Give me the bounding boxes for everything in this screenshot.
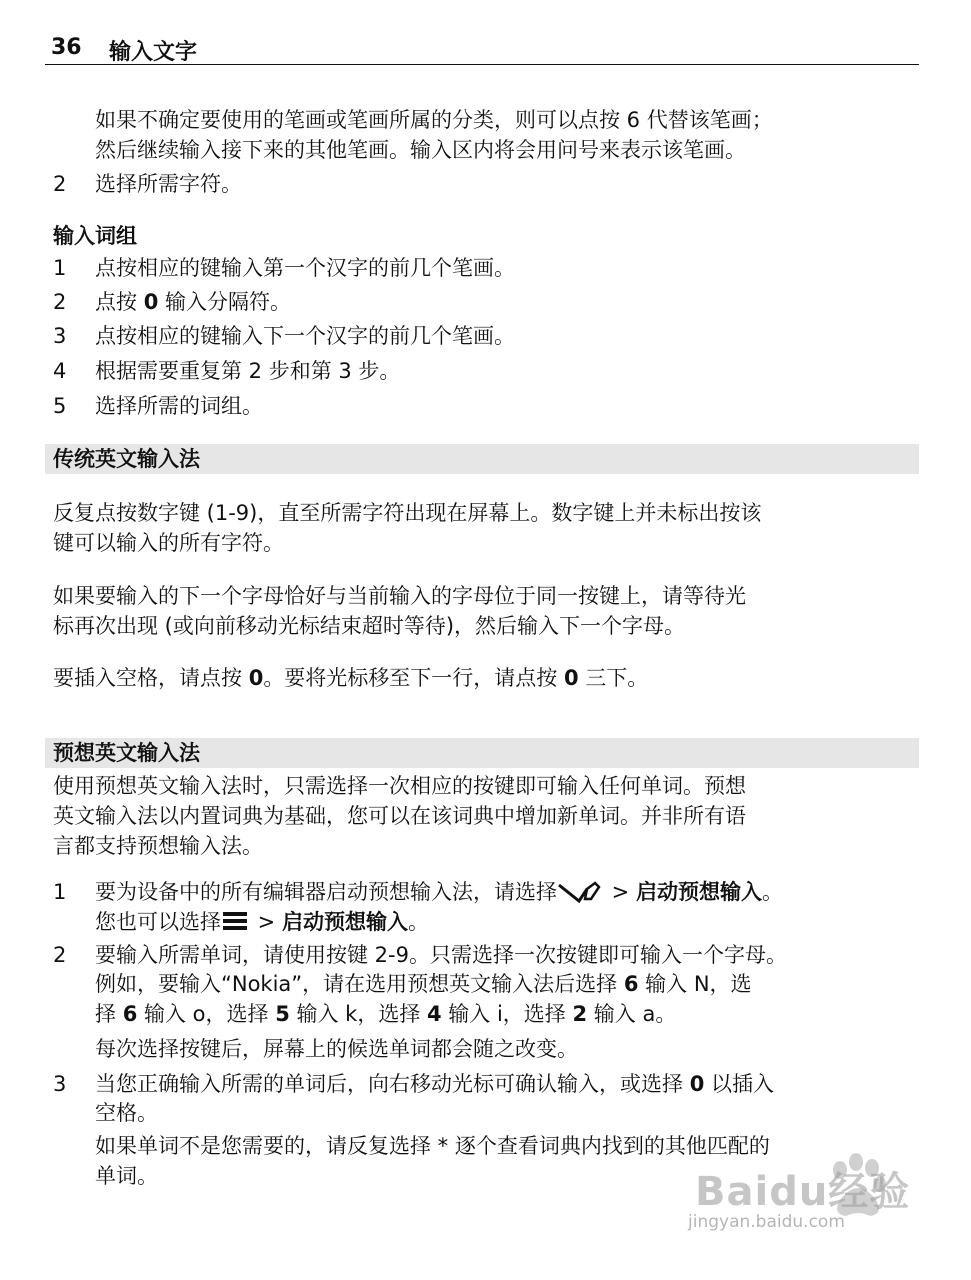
step-number: 4 [53,359,67,383]
step-note: 单词。 [95,1164,158,1188]
stroke-note-line1: 如果不确定要使用的笔画或笔画所属的分类，则可以点按 6 代替该笔画； [95,108,773,132]
paragraph-line: 键可以输入的所有字符。 [53,531,284,555]
step-note: 每次选择按键后，屏幕上的候选单词都会随之改变。 [95,1037,578,1061]
step-text: 点按相应的键输入下一个汉字的前几个笔画。 [95,324,515,348]
step-number: 2 [53,172,67,196]
paragraph-line: 英文输入法以内置词典为基础，您可以在该词典中增加新单词。并非所有语 [53,804,746,828]
step-number: 2 [53,290,67,314]
page-number: 36 [51,35,82,60]
step-text: 选择所需字符。 [95,172,242,196]
step-text: 当您正确输入所需的单词后，向右移动光标可确认输入，或选择 0 以插入 [95,1072,774,1096]
step-text: 例如，要输入“Nokia”，请在选用预想英文输入法后选择 6 输入 N，选 [95,972,752,996]
watermark-logo: Baidu经验 [695,1169,911,1215]
step-text: 要为设备中的所有编辑器启动预想输入法，请选择 > 启动预想输入。 [95,876,783,912]
step-text: 点按相应的键输入第一个汉字的前几个笔画。 [95,256,515,280]
step-number: 5 [53,394,67,418]
paragraph-line: 要插入空格，请点按 0。要将光标移至下一行，请点按 0 三下。 [53,666,649,690]
menu-icon [221,909,251,942]
section-heading-bar [45,444,919,474]
phrase-heading: 输入词组 [53,224,137,248]
chapter-title: 输入文字 [109,40,198,65]
paragraph-line: 如果要输入的下一个字母恰好与当前输入的字母位于同一按键上，请等待光 [53,584,746,608]
watermark-url: jingyan.baidu.com [688,1212,845,1232]
section-heading-bar [45,738,919,768]
step-text: 选择所需的词组。 [95,394,263,418]
step-text: 空格。 [95,1101,158,1125]
pen-check-icon [557,879,605,912]
step-number: 1 [53,256,67,280]
paragraph-line: 标再次出现 (或向前移动光标结束超时等待)，然后输入下一个字母。 [53,614,686,638]
page-header [45,32,919,65]
step-number: 3 [53,1072,67,1096]
step-note: 如果单词不是您需要的，请反复选择 * 逐个查看词典内找到的其他匹配的 [95,1134,770,1158]
section-heading: 传统英文输入法 [53,447,200,471]
step-number: 2 [53,943,67,967]
paragraph-line: 言都支持预想输入法。 [53,834,263,858]
step-number: 1 [53,880,67,904]
step-text: 择 6 输入 o，选择 5 输入 k，选择 4 输入 i，选择 2 输入 a。 [95,1002,677,1026]
step-text: 根据需要重复第 2 步和第 3 步。 [95,359,401,383]
paragraph-line: 使用预想英文输入法时，只需选择一次相应的按键即可输入任何单词。预想 [53,774,746,798]
step-text: 要输入所需单词，请使用按键 2-9。只需选择一次按键即可输入一个字母。 [95,943,787,967]
step-number: 3 [53,324,67,348]
step-text: 您也可以选择 > 启动预想输入。 [95,906,429,942]
section-heading: 预想英文输入法 [53,741,200,765]
step-text: 点按 0 输入分隔符。 [95,290,291,314]
stroke-note-line2: 然后继续输入接下来的其他笔画。输入区内将会用问号来表示该笔画。 [95,138,746,162]
paragraph-line: 反复点按数字键 (1-9)，直至所需字符出现在屏幕上。数字键上并未标出按该 [53,501,762,525]
